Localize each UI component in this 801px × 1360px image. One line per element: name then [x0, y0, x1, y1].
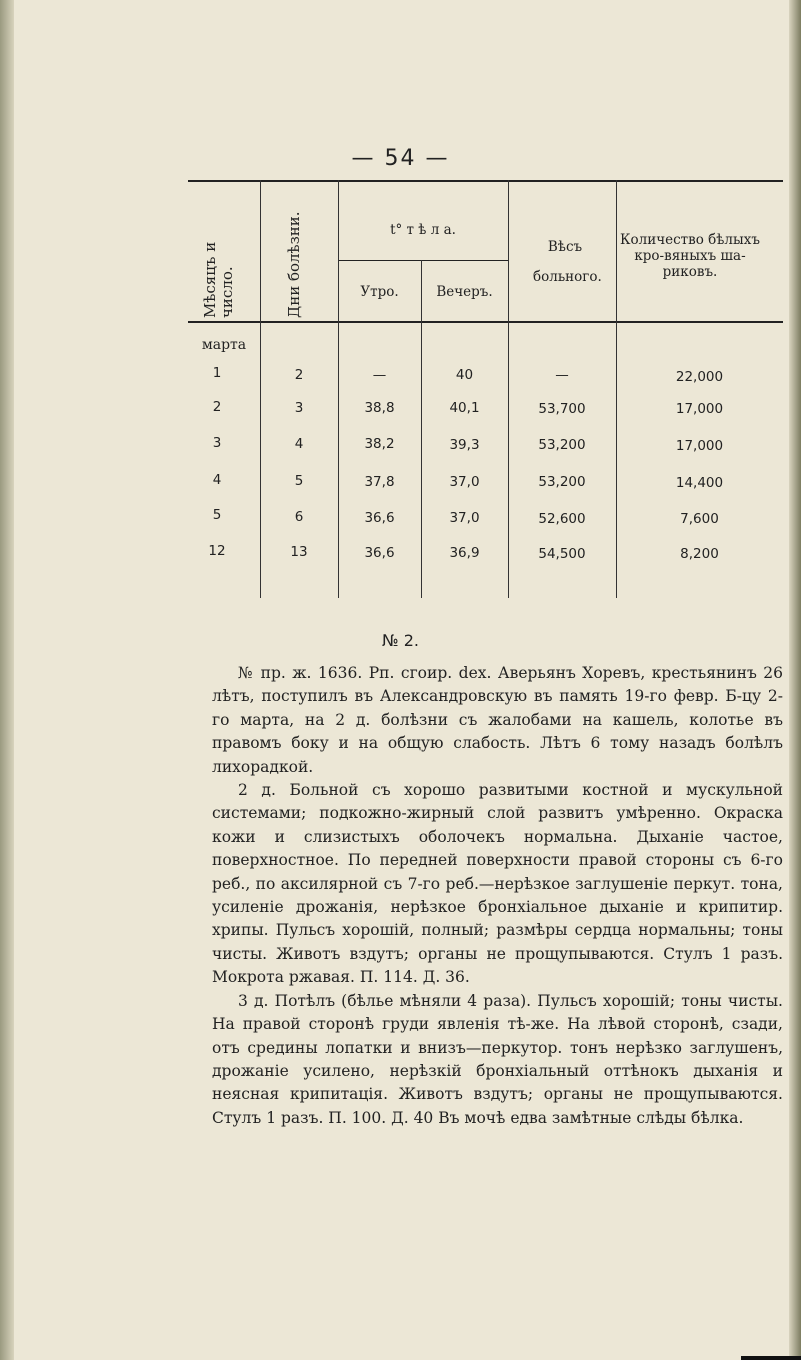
table-cell: 37,0 — [449, 510, 480, 526]
page-right-edge — [789, 0, 801, 1360]
col-rule-4 — [508, 180, 509, 598]
page-number: — 54 — — [351, 146, 450, 171]
paragraph: 3 д. Потѣлъ (бѣлье мѣняли 4 раза). Пульсъ хорошій; тоны чисты. На правой сторонѣ груди явленія тѣ-же. На лѣвой сторонѣ, сзади, отъ средины лопатки и внизъ—перкутор. тонъ нерѣзко заглушенъ, дрожаніе усилено, нерѣзкій бронхіальный оттѣнокъ дыханія и неясная крипитація. Животъ вздутъ; органы не прощупываются. Стулъ 1 разъ. П. 100. Д. 40 Въ мочѣ едва замѣтные слѣды бѣлка. — [212, 991, 783, 1127]
table-cell: 17,000 — [675, 438, 724, 454]
table-cell: 37,8 — [364, 474, 395, 490]
col-rule-2 — [338, 180, 339, 598]
table-cell: 4 — [294, 436, 304, 452]
paragraph: № пр. ж. 1636. Рп. сгоир. dex. Аверьянъ Хоревъ, крестьянинъ 26 лѣтъ, поступилъ въ Александровскую въ память 19-го февр. Б-цу 2-го марта, на 2 д. болѣзни съ жалобами на кашель, колотье въ правомъ боку и на общую слабость. Лѣтъ 6 тому назадъ болѣлъ лихорадкой. — [212, 664, 783, 776]
header-temperature: t° т ѣ л а. — [390, 222, 456, 238]
table-top-rule — [188, 180, 783, 182]
table-cell: 5 — [294, 473, 304, 489]
paragraph: 2 д. Больной съ хорошо развитыми костной и мускульной системами; подкожно-жирный слой развитъ умѣренно. Окраска кожи и слизистыхъ оболочекъ нормальна. Дыханіе частое, поверхностное. По передней поверхности правой стороны съ 6-го реб., по аксилярной съ 7-го реб.—нерѣзкое заглушеніе перкут. тона, усиленіе дрожанія, нерѣзкое бронхіальное дыханіе и крипитир. хрипы. Пульсъ хорошій, полный; размѣры сердца нормальны; тоны чисты. Животъ вздутъ; органы не прощупываются. Стулъ 1 разъ. Мокрота ржавая. П. 114. Д. 36. — [212, 781, 783, 987]
header-count: Количество бѣлыхъ кро-вяныхъ ша-риковъ. — [620, 232, 760, 280]
table-cell: 53,200 — [538, 437, 586, 453]
header-date: Мѣсяцъ и число. — [201, 241, 236, 318]
table-cell: 22,000 — [675, 369, 724, 385]
table-cell: 7,600 — [680, 511, 719, 527]
table-cell: 36,6 — [364, 510, 395, 526]
table-cell: 38,2 — [364, 436, 395, 452]
table-cell: 5 — [212, 507, 222, 523]
page-bottom-mark — [741, 1356, 801, 1360]
table-cell: 2 — [212, 399, 222, 415]
header-weight: Вѣсъ больного. — [533, 239, 602, 285]
table-header-rule — [188, 321, 783, 323]
table-cell: — — [555, 367, 569, 383]
table-cell: 4 — [212, 472, 222, 488]
header-evening: Вечеръ. — [436, 284, 493, 300]
table-cell: 53,700 — [538, 401, 586, 417]
table-cell: 1 — [212, 365, 222, 381]
table-cell: 14,400 — [675, 475, 724, 491]
table-cell: 8,200 — [680, 546, 719, 562]
case-text — [212, 662, 783, 1130]
table-cell: 52,600 — [538, 511, 586, 527]
table-cell: 3 — [212, 435, 222, 451]
table-cell: 38,8 — [364, 400, 395, 416]
table-cell: 53,200 — [538, 474, 586, 490]
table-cell: — — [372, 367, 387, 383]
table-cell: 54,500 — [538, 546, 586, 562]
table-cell: 13 — [290, 544, 308, 560]
month-label: марта — [201, 337, 247, 353]
table-cell: 3 — [294, 400, 304, 416]
table-cell: 6 — [294, 509, 304, 525]
col-rule-5 — [616, 180, 617, 598]
table-cell: 17,000 — [675, 401, 724, 417]
page-left-edge — [0, 0, 14, 1360]
table-cell: 36,6 — [364, 545, 395, 561]
header-day: Дни болѣзни. — [285, 211, 303, 318]
table-cell: 12 — [208, 543, 226, 559]
temperature-sub-rule — [338, 260, 508, 261]
table-cell: 39,3 — [449, 437, 480, 453]
clinical-table — [188, 180, 783, 600]
table-cell: 40,1 — [449, 400, 480, 416]
table-cell: 2 — [294, 367, 304, 383]
table-cell: 40 — [455, 367, 474, 383]
table-cell: 36,9 — [449, 545, 480, 561]
col-rule-1 — [260, 180, 261, 598]
section-title: № 2. — [382, 631, 419, 650]
table-cell: 37,0 — [449, 474, 480, 490]
header-morning: Утро. — [360, 284, 399, 300]
